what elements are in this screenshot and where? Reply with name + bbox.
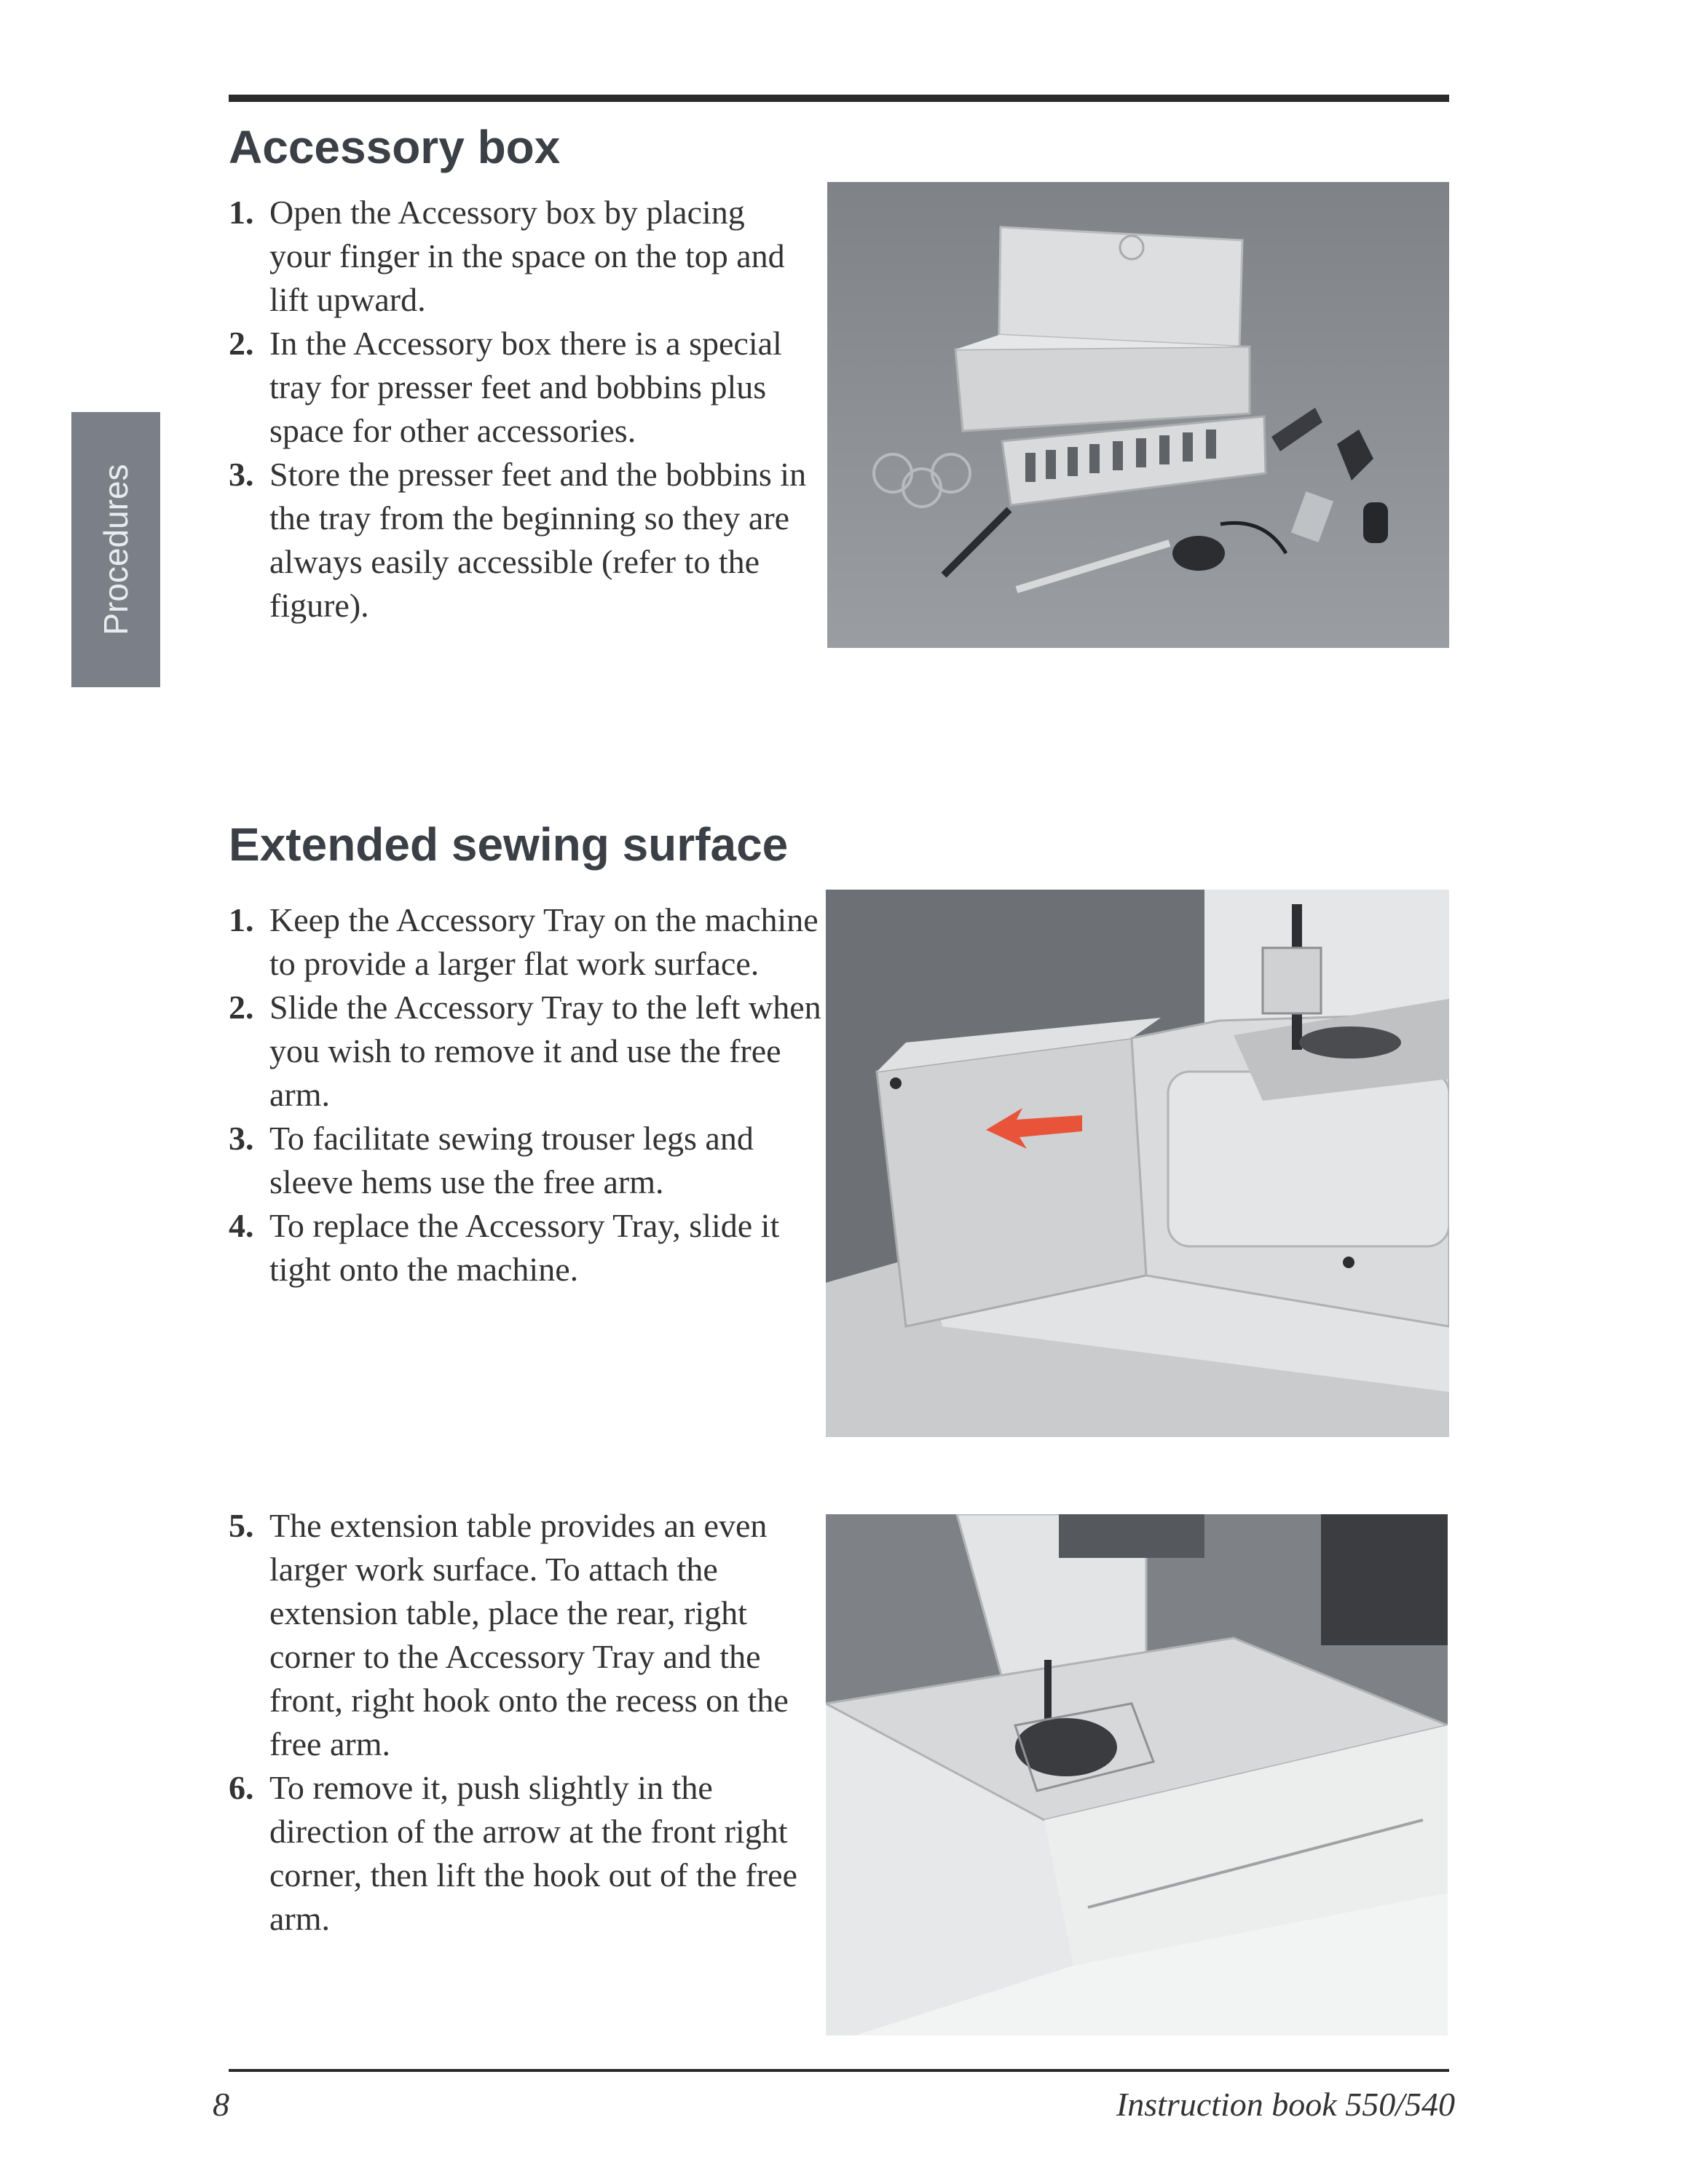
extended-surface-heading: Extended sewing surface (229, 818, 789, 871)
step-text: Slide the Accessory Tray to the left when you wish to remove it and use the free arm. (269, 989, 821, 1113)
accessory-box-photo (827, 182, 1449, 648)
step-number: 4. (229, 1207, 254, 1244)
step-text: To facilitate sewing trouser legs and sleeve hems use the free arm. (269, 1120, 754, 1200)
step-number: 5. (229, 1507, 254, 1544)
list-item (229, 986, 833, 1117)
extension-table-steps (229, 1504, 833, 1941)
list-item (229, 191, 811, 322)
page-number: 8 (213, 2086, 229, 2123)
step-number: 6. (229, 1769, 254, 1806)
top-rule (229, 95, 1449, 102)
list-item (229, 1117, 833, 1204)
step-number: 1. (229, 901, 254, 938)
step-text: In the Accessory box there is a special tray for presser feet and bobbins plus space for other accessories. (269, 325, 782, 449)
step-text: Store the presser feet and the bobbins in the tray from the beginning so they are always easily accessible (refer to the figure). (269, 456, 807, 624)
list-item (229, 898, 833, 986)
book-title: Instruction book 550/540 (1116, 2086, 1455, 2123)
accessory-box-heading: Accessory box (229, 121, 561, 173)
list-item (229, 453, 811, 628)
list-item (229, 1766, 833, 1941)
step-text: To remove it, push slightly in the direction of the arrow at the front right corner, then lift the hook out of the free arm. (269, 1769, 797, 1937)
extension-table-photo (826, 1514, 1448, 2035)
step-number: 2. (229, 989, 254, 1026)
list-item (229, 1204, 833, 1291)
step-number: 3. (229, 1120, 254, 1157)
accessory-tray-photo (826, 890, 1449, 1437)
list-item (229, 1504, 833, 1766)
list-item (229, 322, 811, 453)
step-text: Keep the Accessory Tray on the machine to provide a larger flat work surface. (269, 901, 819, 982)
step-number: 2. (229, 325, 254, 362)
procedures-side-tab (71, 412, 160, 687)
step-text: The extension table provides an even larger work surface. To attach the extension table, place the rear, right corner to the Accessory Tray and the front, right hook onto the recess on the free arm. (269, 1507, 789, 1762)
step-number: 3. (229, 456, 254, 493)
step-text: Open the Accessory box by placing your finger in the space on the top and lift upward. (269, 194, 785, 318)
accessory-box-steps (229, 191, 811, 628)
side-tab-label: Procedures (97, 464, 135, 636)
step-number: 1. (229, 194, 254, 231)
extended-surface-steps (229, 898, 833, 1291)
step-text: To replace the Accessory Tray, slide it tight onto the machine. (269, 1207, 780, 1288)
bottom-rule (229, 2069, 1449, 2072)
